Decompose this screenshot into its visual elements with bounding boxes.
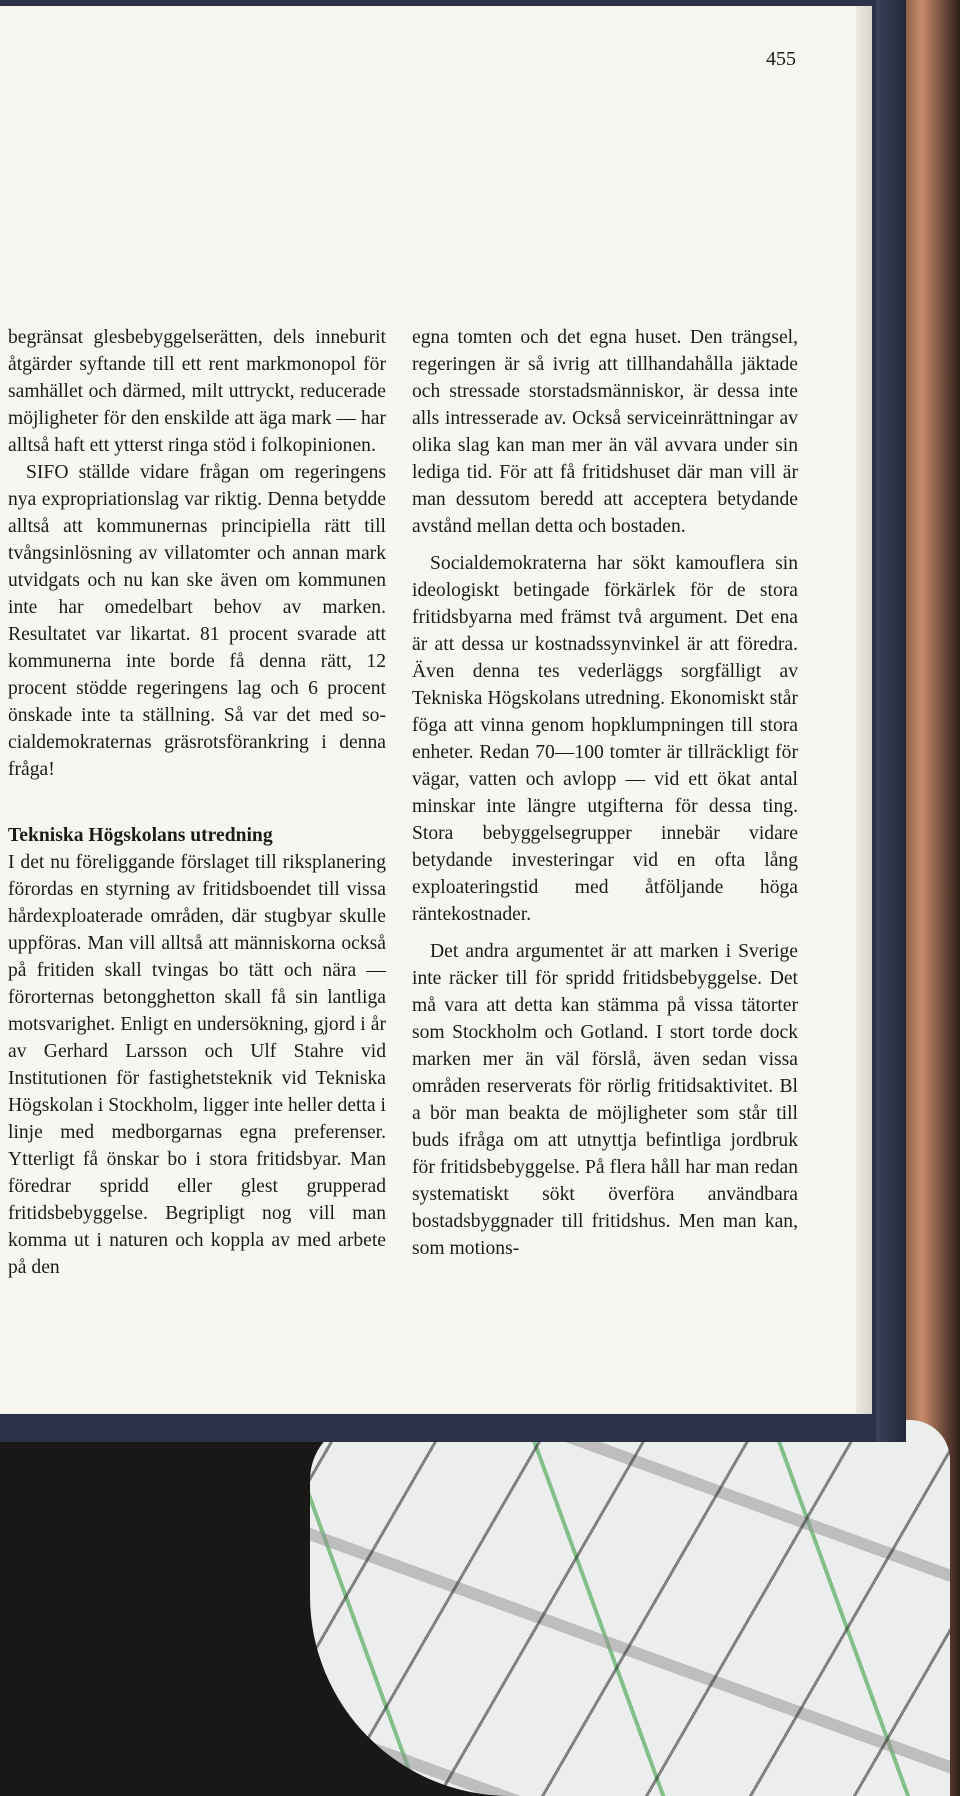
right-text-column: [412, 324, 798, 1262]
page-number: 455: [766, 48, 796, 70]
right-paragraph-3: Det andra argumentet är att marken i Sverige inte räcker till för spridd fritidsbebyggelse. Det må vara att detta kan stämma på vissa tätorter som Stockholm och Gotland. I stort torde dock marken mer än väl förslå, även sedan vissa områden reserverats för rörlig fritidsaktivitet. Bl a bör man beakta de möjligheter som står till buds ifråga om att utnyttja befintliga jordbruk för fritidsbebyggelse. På flera håll har man redan systematiskt sökt överföra användbara bostadsbyggnader till fritidshus. Men man kan, som motions-: [412, 941, 798, 1259]
page-edge: [856, 6, 872, 1414]
left-text-column: [8, 324, 386, 1281]
book-page: [0, 6, 872, 1414]
right-paragraph-2: Socialdemokraterna har sökt kamouflera sin ideologiskt betingade förkärlek för de stora fritidsbyarna med främst två argument. Det ena är att dessa ur kostnadssynvinkel är att föredra. Även denna tes vederläggs sorgfälligt av Tekniska Högskolans utredning. Ekonomiskt står föga att vinna genom hopklumpningen till stora enheter. Redan 70—100 tomter är tillräckligt för vägar, vatten och avlopp — vid ett ökat antal minskar inte längre utgifterna för dessa ting. Stora bebyggelsegrupper innebär vidare betydande investeringar vid en ofta lång exploateringstid med åtföljande höga räntekostnader.: [412, 553, 798, 925]
plaid-cloth: [310, 1420, 950, 1796]
left-paragraph-1: begränsat glesbebyggelserätten, dels inneburit åtgärder syftande till ett rent markmonopol för samhället och därmed, milt uttryckt, reducerade möjligheter för den enskilde att äga mark — har alltså haft ett ytterst ringa stöd i folkopinionen.: [8, 327, 386, 456]
left-paragraph-3: I det nu föreliggande förslaget till riksplanering förordas en styrning av fritidsboendet till vissa hårdexploaterade områden, där stugbyar skulle uppföras. Man vill alltså att människorna också på fritiden skall tvingas bo tätt och nära — förorternas betongghetton skall få sin lantliga motsvarighet. Enligt en undersökning, gjord i år av Gerhard Larsson och Ulf Stahre vid Institutionen för fastighetsteknik vid Tekniska Högskolan i Stockholm, ligger inte heller detta i linje med medborgarnas egna preferenser. Ytterligt få önskar bo i stora fritidsbyar. Man föredrar spridd eller glest grupperad fritidsbebyggelse. Begripligt nog vill man komma ut i naturen och koppla av med arbete på den: [8, 852, 386, 1278]
book-cover-edge: [876, 0, 906, 1442]
section-heading: Tekniska Högskolans utredning: [8, 825, 273, 846]
right-paragraph-1: egna tomten och det egna huset. Den trängsel, regeringen är så ivrig att tillhandahålla jäktade och stressade storstadsmänniskor, är dessa inte alls intresserade av. Också serviceinrättningar av olika slag kan man mer än väl avvara under sin lediga tid. För att få fritidshuset där man vill är man dessutom beredd att acceptera betydande avstånd mellan detta och bostaden.: [412, 327, 798, 537]
left-paragraph-2: SIFO ställde vidare frågan om regeringens nya expropriationslag var riktig. Denna betydde alltså att kommunernas principiella rätt till tvångsinlösning av villatomter och annan mark utvidgats och nu kan ske även om kommunen inte har omedelbart behov av marken. Resultatet var likartat. 81 procent svarade att kommunerna inte borde få denna rätt, 12 procent stödde regeringens lag och 6 procent önskade inte ta ställning. Så var det med socialdemokraternas gräsrotsförankring i denna fråga!: [8, 462, 386, 780]
